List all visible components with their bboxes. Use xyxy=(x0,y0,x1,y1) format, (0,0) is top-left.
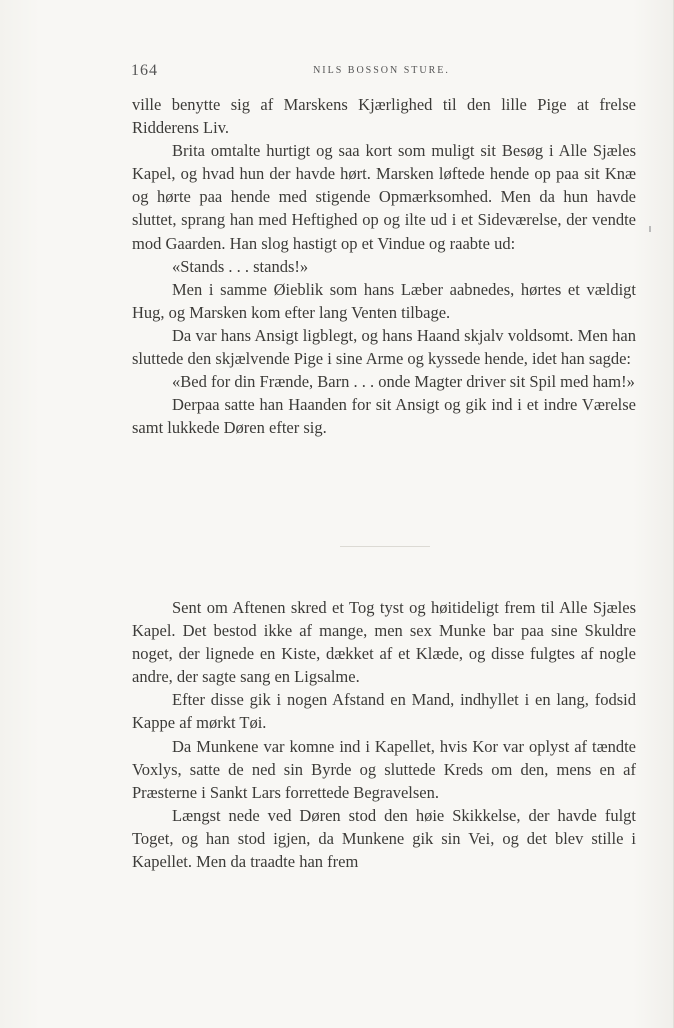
text-section-2 xyxy=(132,596,636,873)
paragraph: Sent om Aftenen skred et Tog tyst og høitideligt frem til Alle Sjæles Kapel. Det bestod ikke af mange, men sex Munke bar paa sine Skuldre noget, der lignede en Kiste, dækket af et Klæde, og disse fulgtes af nogle andre, der sagte sang en Ligsalme. xyxy=(132,598,636,687)
paragraph: ville benytte sig af Marskens Kjærlighed til den lille Pige at frelse Ridderens Liv. xyxy=(132,95,636,138)
paragraph: Men i samme Øieblik som hans Læber aabnedes, hørtes et vældigt Hug, og Marsken kom efter lang Venten tilbage. xyxy=(132,279,636,322)
paragraph: Brita omtalte hurtigt og saa kort som muligt sit Besøg i Alle Sjæles Kapel, og hvad hun der havde hørt. Marsken løftede hende op paa sit Knæ og hørte paa hende med stigende Opmærksomhed. Men da hun havde sluttet, sprang han med Heftighed op og ilte ud i et Sideværelse, der vendte mod Gaarden. Han slog hastigt op et Vindue og raabte ud: xyxy=(132,141,636,253)
paragraph: Længst nede ved Døren stod den høie Skikkelse, der havde fulgt Toget, og han stod igjen, da Munkene gik sin Vei, og det blev stille i Kapellet. Men da traadte han frem xyxy=(132,805,636,872)
running-head: NILS BOSSON STURE. xyxy=(313,65,450,76)
text-section-1 xyxy=(132,93,636,439)
margin-mark xyxy=(649,226,651,232)
section-divider xyxy=(340,546,430,547)
page-number: 164 xyxy=(131,62,158,79)
paragraph: Da var hans Ansigt ligblegt, og hans Haand skjalv voldsomt. Men han sluttede den skjælvende Pige i sine Arme og kyssede hende, idet han sagde: xyxy=(132,325,636,369)
paragraph: Efter disse gik i nogen Afstand en Mand, indhyllet i en lang, fodsid Kappe af mørkt Tøi. xyxy=(132,690,636,733)
paragraph: «Stands . . . stands!» xyxy=(172,256,309,276)
paragraph: Da Munkene var komne ind i Kapellet, hvis Kor var oplyst af tændte Voxlys, satte de ned sin Byrde og sluttede Kreds om den, mens en af Præsterne i Sankt Lars forrettede Begravelsen. xyxy=(132,736,636,802)
paragraph: «Bed for din Frænde, Barn . . . onde Magter driver sit Spil med ham!» xyxy=(172,372,635,392)
paragraph: Derpaa satte han Haanden for sit Ansigt og gik ind i et indre Værelse samt lukkede Døren efter sig. xyxy=(132,395,636,438)
